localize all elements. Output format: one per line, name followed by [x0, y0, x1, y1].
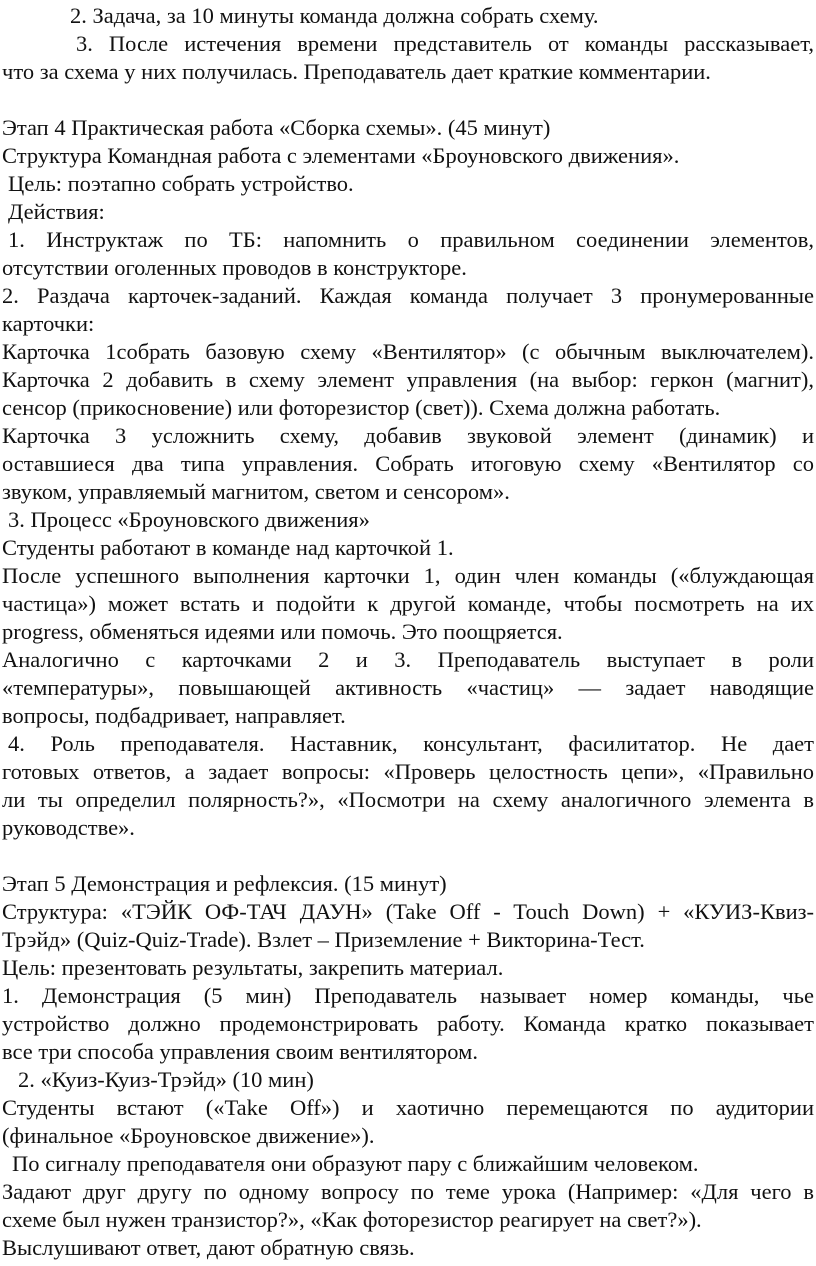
- action-1-line: 1. Инструктаж по ТБ: напомнить о правильном соединении элементов,: [8, 227, 814, 252]
- action-4-line-4: руководстве».: [2, 815, 135, 840]
- demo-line-2: устройство должно продемонстрировать работу. Команда кратко показывает: [2, 1011, 814, 1036]
- stage-4-actions-label: Действия:: [8, 199, 105, 224]
- card-2-continuation: сенсор (прикосновение) или фоторезистор (свет)). Схема должна работать.: [2, 395, 721, 420]
- action-3-line-5: Аналогично с карточками 2 и 3. Преподаватель выступает в роли: [2, 647, 814, 672]
- action-3-heading: 3. Процесс «Броуновского движения»: [8, 507, 370, 532]
- step-3-line: 3. После истечения времени представитель от команды рассказывает,: [76, 31, 814, 56]
- action-4-line-1: 4. Роль преподавателя. Наставник, консультант, фасилитатор. Не дает: [8, 731, 814, 756]
- action-1-continuation: отсутствии оголенных проводов в конструкторе.: [2, 255, 467, 280]
- quiz-line-5: схеме был нужен транзистор?», «Как фоторезистор реагирует на свет?»).: [2, 1207, 702, 1232]
- quiz-line-1: Студенты встают («Take Off») и хаотично перемещаются по аудитории: [2, 1095, 814, 1120]
- stage-5-structure-line-1: Структура: «ТЭЙК ОФ-ТАЧ ДАУН» (Take Off - Touch Down) + «КУИЗ-Квиз-: [2, 899, 814, 924]
- quiz-line-6: Выслушивают ответ, дают обратную связь.: [2, 1235, 415, 1260]
- step-2-task-line: 2. Задача, за 10 минуты команда должна собрать схему.: [70, 3, 599, 28]
- stage-4-heading: Этап 4 Практическая работа «Сборка схемы». (45 минут): [2, 115, 551, 140]
- action-3-line-7: вопросы, подбадривает, направляет.: [2, 703, 346, 728]
- action-2-line: 2. Раздача карточек-заданий. Каждая команда получает 3 пронумерованные: [2, 283, 814, 308]
- action-3-line-6: «температуры», повышающей активность «частиц» — задает наводящие: [2, 675, 814, 700]
- stage-5-structure-line-2: Трэйд» (Quiz-Quiz-Trade). Взлет – Приземление + Викторина-Тест.: [2, 927, 645, 952]
- quiz-heading: 2. «Куиз-Куиз-Трэйд» (10 мин): [18, 1067, 314, 1092]
- quiz-line-4: Задают друг другу по одному вопросу по теме урока (Например: «Для чего в: [2, 1179, 814, 1204]
- action-2-continuation: карточки:: [2, 311, 95, 336]
- stage-5-goal: Цель: презентовать результаты, закрепить материал.: [2, 955, 504, 980]
- card-2-line: Карточка 2 добавить в схему элемент управления (на выбор: геркон (магнит),: [2, 367, 814, 392]
- card-1-line: Карточка 1собрать базовую схему «Вентилятор» (с обычным выключателем).: [2, 339, 814, 364]
- action-3-line-4: progress, обменяться идеями или помочь. Это поощряется.: [2, 619, 563, 644]
- demo-line-3: все три способа управления своим вентилятором.: [2, 1039, 478, 1064]
- quiz-line-2: (финальное «Броуновское движение»).: [2, 1123, 375, 1148]
- stage-4-structure: Структура Командная работа с элементами «Броуновского движения».: [2, 143, 680, 168]
- action-3-line-1: Студенты работают в команде над карточкой 1.: [2, 535, 454, 560]
- stage-5-heading: Этап 5 Демонстрация и рефлексия. (15 минут): [2, 871, 447, 896]
- stage-4-goal: Цель: поэтапно собрать устройство.: [8, 171, 354, 196]
- quiz-line-3: По сигналу преподавателя они образуют пару с ближайшим человеком.: [12, 1151, 699, 1176]
- action-3-line-3: частица») может встать и подойти к другой команде, чтобы посмотреть на их: [2, 591, 814, 616]
- action-3-line-2: После успешного выполнения карточки 1, один член команды («блуждающая: [2, 563, 814, 588]
- card-3-continuation-2: звуком, управляемый магнитом, светом и сенсором».: [2, 479, 510, 504]
- step-3-continuation-line: что за схема у них получилась. Преподаватель дает краткие комментарии.: [2, 59, 711, 84]
- demo-line-1: 1. Демонстрация (5 мин) Преподаватель называет номер команды, чье: [2, 983, 814, 1008]
- card-3-continuation-1: оставшиеся два типа управления. Собрать итоговую схему «Вентилятор со: [2, 451, 814, 476]
- card-3-line: Карточка 3 усложнить схему, добавив звуковой элемент (динамик) и: [2, 423, 814, 448]
- action-4-line-3: ли ты определил полярность?», «Посмотри на схему аналогичного элемента в: [2, 787, 814, 812]
- action-4-line-2: готовых ответов, а задает вопросы: «Проверь целостность цепи», «Правильно: [2, 759, 814, 784]
